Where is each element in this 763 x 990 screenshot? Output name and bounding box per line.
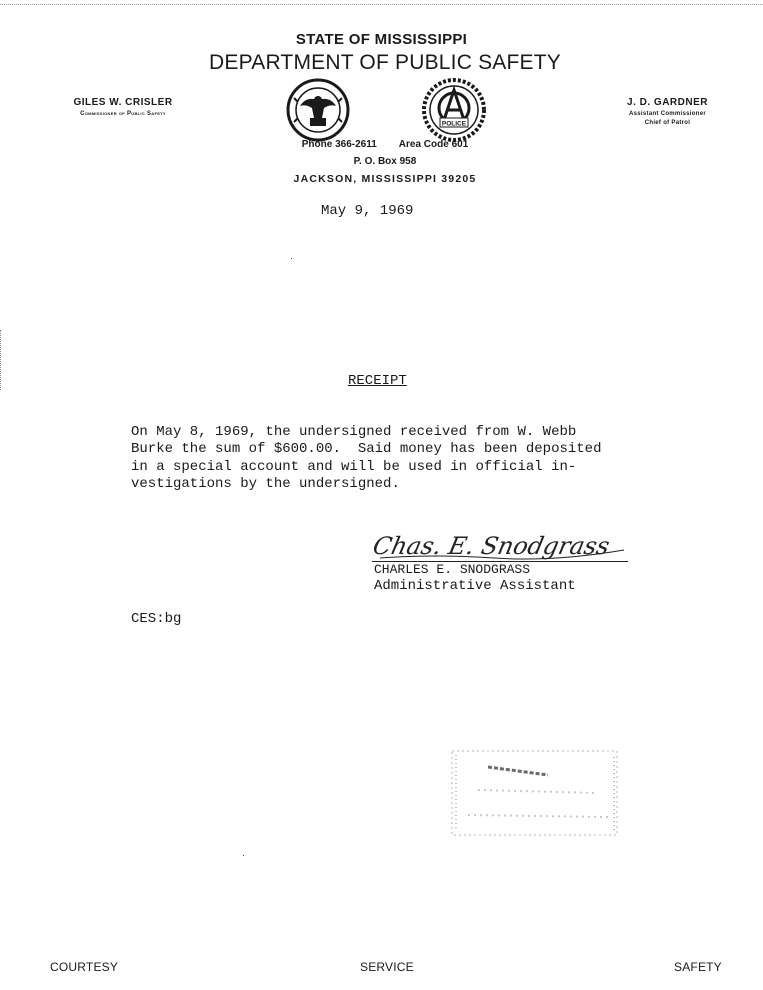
city-address: JACKSON, MISSISSIPPI 39205 [293, 173, 477, 185]
scan-top-border [0, 0, 763, 5]
body-line: On May 8, 1969, the undersigned received from W. Webb [131, 424, 577, 440]
commissioner-name: GILES W. CRISLER [73, 97, 173, 108]
footer-courtesy: COURTESY [50, 960, 119, 974]
faded-stamp-icon [448, 745, 623, 840]
scan-speck [243, 855, 244, 856]
po-box: P. O. Box 958 [353, 156, 417, 167]
state-seal-icon [286, 78, 350, 142]
assistant-commissioner-name: J. D. GARDNER [627, 97, 708, 108]
footer-service: SERVICE [360, 960, 414, 974]
commissioner-block [48, 97, 198, 119]
phone-number: Phone 366-2611 [301, 139, 377, 150]
chief-of-patrol-title: Chief of Patrol [644, 120, 691, 126]
commissioner-title: Commissioner of Public Safety [80, 111, 166, 117]
typist-initials: CES:bg [131, 611, 182, 627]
body-line: Burke the sum of $600.00. Said money has been deposited [131, 441, 602, 458]
signer-name: CHARLES E. SNODGRASS [374, 562, 531, 577]
assistant-commissioner-block [600, 97, 735, 128]
police-seal-icon [422, 78, 486, 142]
body-line: vestigations by the undersigned. [131, 475, 400, 492]
receipt-heading: RECEIPT [348, 373, 407, 389]
signature-text: Chas. E. Snodgrass [374, 531, 613, 560]
body-line: in a special account and will be used in official in- [131, 458, 577, 475]
area-code: Area Code 601 [398, 139, 469, 150]
scan-speck [291, 258, 292, 259]
department-heading: DEPARTMENT OF PUBLIC SAFETY [209, 51, 561, 74]
phone-line [0, 139, 763, 150]
footer-safety: SAFETY [674, 960, 722, 974]
assistant-commissioner-title: Assistant Commissioner [629, 111, 706, 117]
scan-edge-marks [0, 330, 4, 390]
state-heading: STATE OF MISSISSIPPI [295, 31, 468, 48]
handwritten-signature [374, 524, 634, 564]
signer-title: Administrative Assistant [374, 578, 576, 594]
police-seal-label: POLICE [441, 120, 467, 128]
letter-date: May 9, 1969 [321, 203, 414, 219]
receipt-body [131, 424, 671, 493]
